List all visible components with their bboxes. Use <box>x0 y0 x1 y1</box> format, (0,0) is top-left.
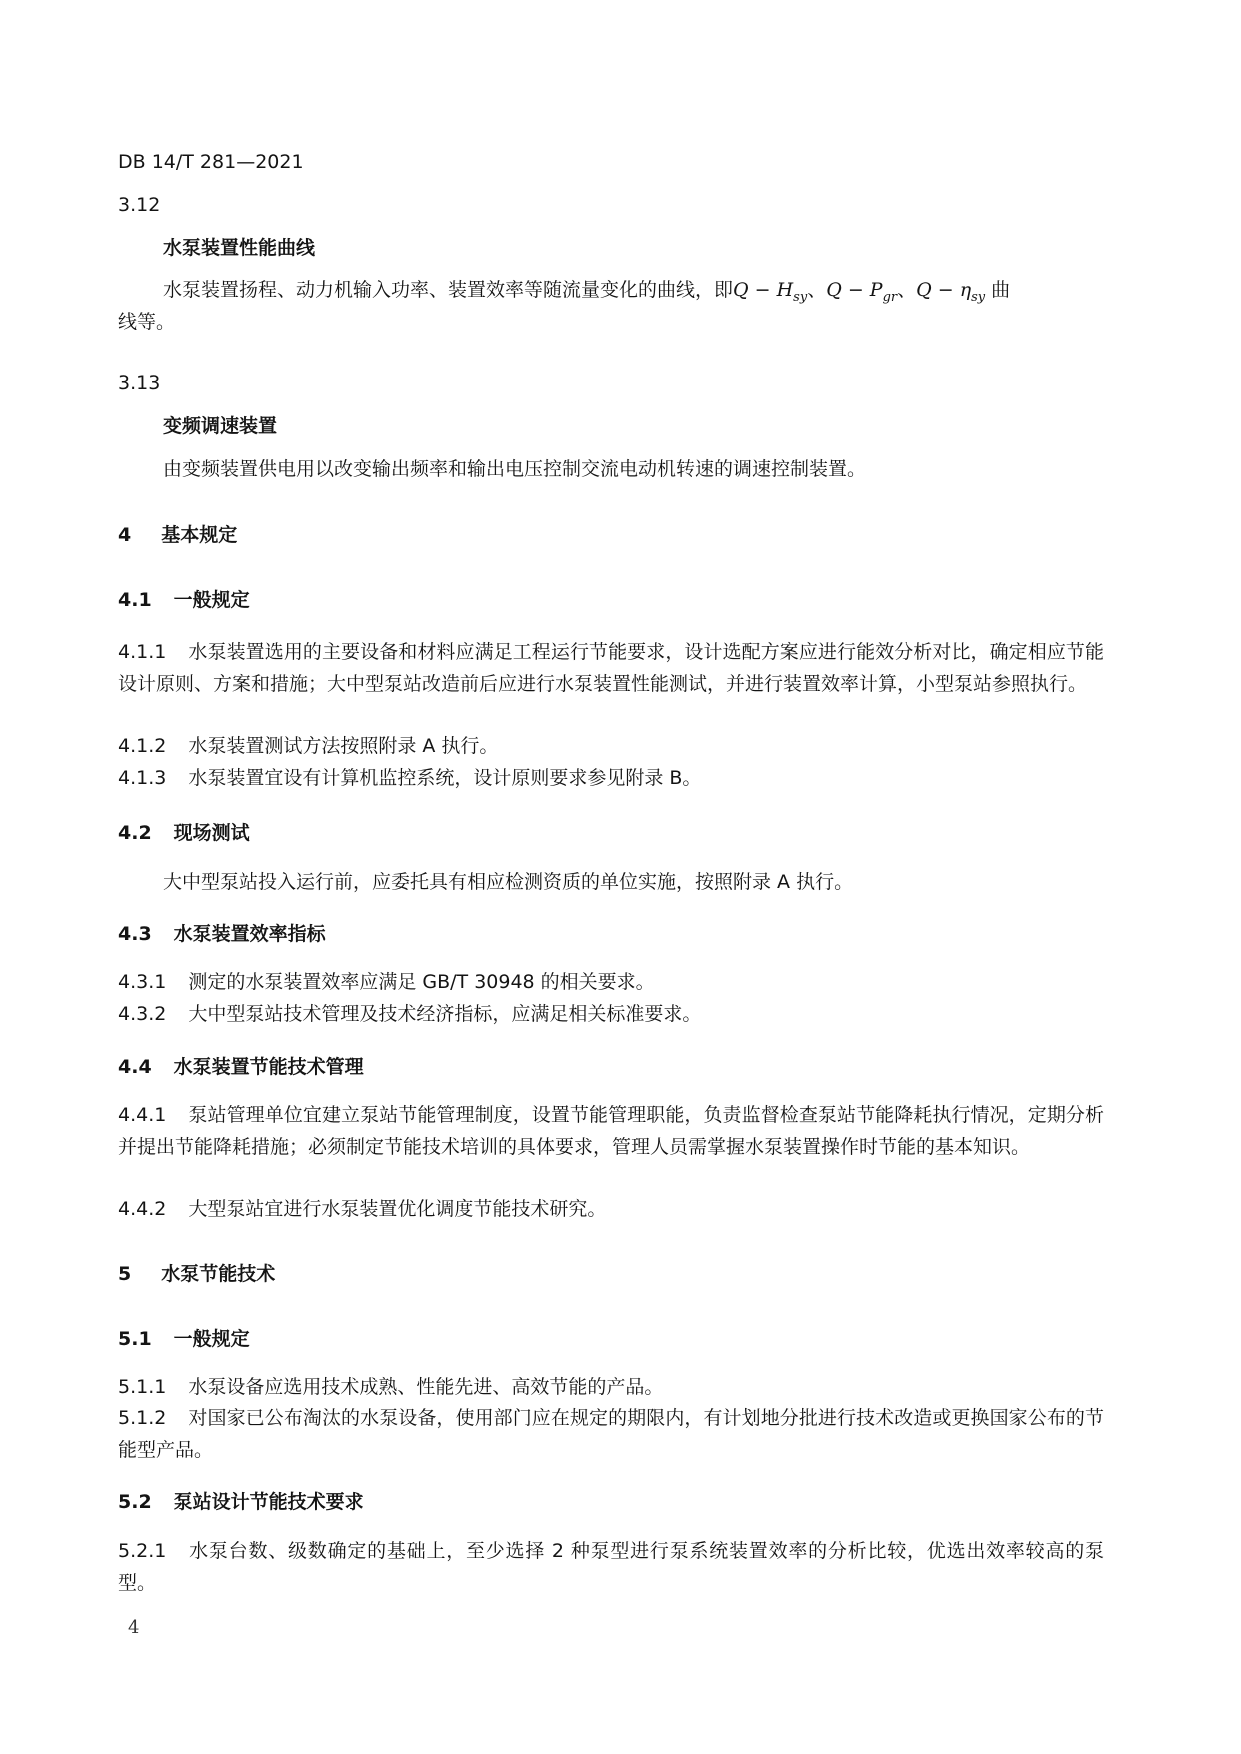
formula-q-h: $Q - H_{sy}$ <box>733 279 808 305</box>
clause-4-3-2: 4.3.2 大中型泵站技术管理及技术经济指标，应满足相关标准要求。 <box>118 1003 702 1025</box>
clause-number-3-12: 3.12 <box>118 194 161 216</box>
document-code: DB 14/T 281—2021 <box>118 151 304 173</box>
clause-4-3-1: 4.3.1 测定的水泵装置效率应满足 GB/T 30948 的相关要求。 <box>118 971 655 993</box>
page-number: 4 <box>128 1617 140 1638</box>
section-5-1-heading: 5.1 一般规定 <box>118 1328 250 1350</box>
clause-5-1-1: 5.1.1 水泵设备应选用技术成熟、性能先进、高效节能的产品。 <box>118 1376 664 1398</box>
section-5-2-heading: 5.2 泵站设计节能技术要求 <box>118 1491 364 1513</box>
clause-4-1-2: 4.1.2 水泵装置测试方法按照附录 A 执行。 <box>118 735 499 757</box>
clause-4-4-2: 4.4.2 大型泵站宜进行水泵装置优化调度节能技术研究。 <box>118 1198 607 1220</box>
clause-4-1-3: 4.1.3 水泵装置宜设有计算机监控系统，设计原则要求参见附录 B。 <box>118 767 702 789</box>
definition-3-12-line2: 线等。 <box>118 311 176 333</box>
term-3-12: 水泵装置性能曲线 <box>163 237 316 259</box>
section-4-2-heading: 4.2 现场测试 <box>118 822 250 844</box>
clause-5-2-1: 5.2.1 水泵台数、级数确定的基础上，至少选择 2 种泵型进行泵系统装置效率的分析比较，优选出效率较高的泵型。 <box>118 1540 1104 1594</box>
section-4-1-heading: 4.1 一般规定 <box>118 589 250 611</box>
section-4-2-text: 大中型泵站投入运行前，应委托具有相应检测资质的单位实施，按照附录 A 执行。 <box>163 871 854 893</box>
formula-q-p: $Q - P_{gr}$ <box>826 279 898 305</box>
formula-q-eta: $Q - \eta_{sy}$ <box>916 279 986 305</box>
clause-number-3-13: 3.13 <box>118 372 161 394</box>
term-3-13: 变频调速装置 <box>163 415 278 437</box>
section-4-4-heading: 4.4 水泵装置节能技术管理 <box>118 1056 364 1078</box>
definition-3-13: 由变频装置供电用以改变输出频率和输出电压控制交流电动机转速的调速控制装置。 <box>163 458 867 480</box>
clause-4-1-1: 4.1.1 水泵装置选用的主要设备和材料应满足工程运行节能要求，设计选配方案应进行能效分析对比，确定相应节能设计原则、方案和措施；大中型泵站改造前后应进行水泵装置性能测试，并进行装置效率计算，小型泵站参照执行。 <box>118 641 1104 695</box>
chapter-5-heading: 5 水泵节能技术 <box>118 1263 276 1285</box>
section-4-3-heading: 4.3 水泵装置效率指标 <box>118 923 326 945</box>
chapter-4-heading: 4 基本规定 <box>118 524 238 546</box>
definition-3-12-line1: 水泵装置扬程、动力机输入功率、装置效率等随流量变化的曲线，即$Q - H_{sy}$、$Q - P_{gr}$、$Q - \eta_{sy}$ 曲 <box>163 279 1011 305</box>
clause-4-4-1: 4.4.1 泵站管理单位宜建立泵站节能管理制度，设置节能管理职能，负责监督检查泵站节能降耗执行情况，定期分析并提出节能降耗措施；必须制定节能技术培训的具体要求，管理人员需掌握水泵装置操作时节能的基本知识。 <box>118 1104 1104 1158</box>
clause-5-1-2: 5.1.2 对国家已公布淘汰的水泵设备，使用部门应在规定的期限内，有计划地分批进行技术改造或更换国家公布的节能型产品。 <box>118 1407 1104 1461</box>
